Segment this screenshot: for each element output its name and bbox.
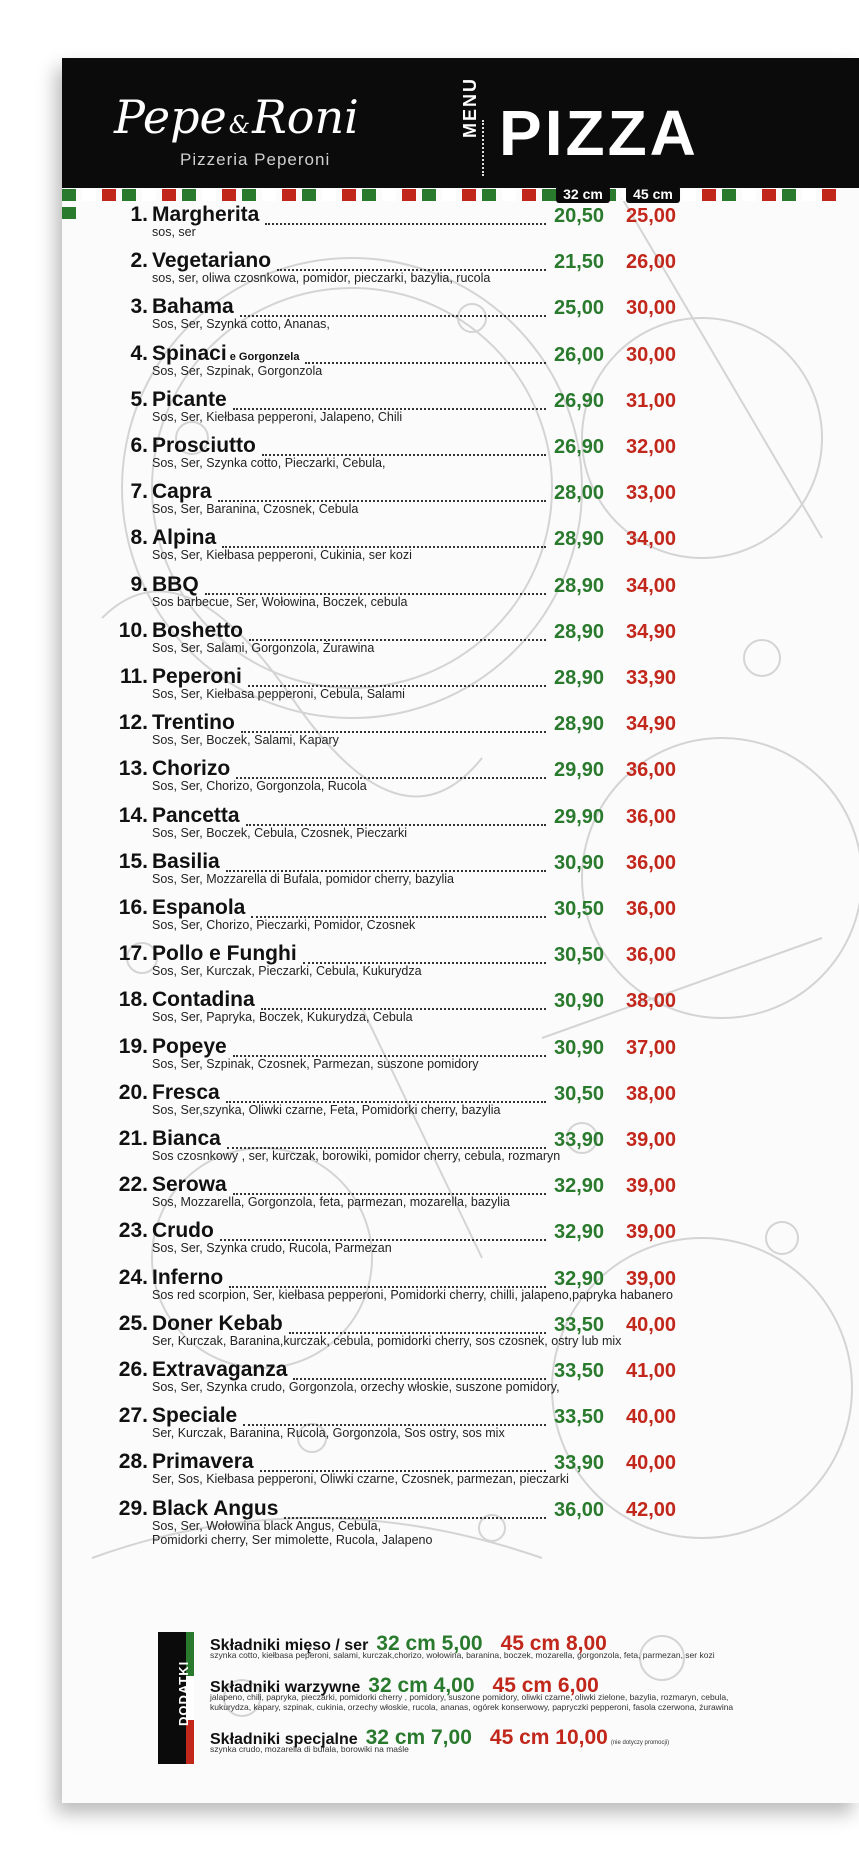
price-45cm: 36,00 [626,805,677,828]
pizza-ingredients-line2: Pomidorki cherry, Ser mimolette, Rucola, Jalapeno [152,1532,433,1547]
pizza-ingredients: Sos, Ser, Chorizo, Gorgonzola, Rucola [152,779,367,794]
pizza-name [152,942,297,966]
stripe-segment [742,189,756,201]
stripe-segment [102,189,116,201]
price-45cm: 36,00 [626,898,677,920]
pizza-ingredients: Sos red scorpion, Ser, kiełbasa pepperoni, Pomidorki cherry, chilli, jalapeno,papryka habanero [152,1287,673,1302]
pizza-number: 24. [118,1265,148,1289]
pizza-name [152,203,259,227]
pizza-name-text: Pancetta [152,803,240,827]
price-32cm: 33,50 [554,1406,605,1429]
stripe-segment [782,189,796,201]
header-divider [482,120,486,176]
pizza-ingredients: Sos, Ser, Szpinak, Czosnek, Parmezan, suszone pomidory [152,1056,479,1071]
dodatki-price-32: 32 cm 5,00 [376,1632,483,1655]
stripe-segment [222,189,236,201]
pizza-ingredients: Sos, Ser, Kiełbasa pepperoni, Jalapeno, Chili [152,409,403,424]
pizza-ingredients: Sos, Ser, Wołowina black Angus, Cebula, [152,1518,382,1533]
pizza-name [152,295,234,319]
pizza-ingredients: Sos, Ser, Szynka crudo, Rucola, Parmezan [152,1241,392,1256]
pizza-ingredients: Sos, Ser, Kiełbasa pepperoni, Cukinia, ser kozi [152,548,412,563]
price-32cm: 36,00 [554,1498,605,1521]
pizza-name-text: Chorizo [152,757,231,781]
pizza-name [152,1450,254,1474]
pizza-name-text: Peperoni [152,665,242,688]
stripe-segment [422,189,436,201]
price-45cm: 40,00 [626,1452,677,1475]
pizza-name [152,1127,221,1151]
stripe-segment [342,189,356,201]
dodatki-group-name: Składniki mięso / ser [210,1637,369,1654]
stripe-segment [262,189,276,201]
price-45cm: 39,00 [626,1221,677,1244]
price-32cm: 32,90 [554,1175,605,1198]
pizza-name-extra: e Gorgonzela [226,350,300,363]
stripe-segment [202,189,216,201]
pizza-name [152,526,216,550]
price-32cm: 33,50 [554,1360,605,1382]
pizza-ingredients: Sos czosnkowy , ser, kurczak, borowiki, pomidor cherry, cebula, rozmaryn [152,1149,561,1163]
dodatki-price-32: 32 cm 4,00 [368,1674,475,1697]
price-32cm: 30,90 [554,1036,605,1059]
pizza-name-text: Espanola [152,896,246,919]
pizza-number: 8. [130,526,148,550]
pizza-name-text: Spinaci [152,341,227,365]
price-45cm: 39,00 [626,1175,677,1198]
stripe-segment [402,189,416,201]
stripe-segment [122,189,136,201]
dodatki-section [158,1632,848,1772]
pizza-name-text: Serowa [152,1173,227,1197]
price-45cm: 34,90 [626,713,677,736]
stripe-segment [462,189,476,201]
pizza-number: 5. [130,387,148,411]
pizza-ingredients: Sos barbecue, Ser, Wołowina, Boczek, cebula [152,594,408,609]
price-32cm: 20,50 [554,205,605,227]
pizza-number: 21. [118,1127,148,1150]
stripe-segment [362,189,376,201]
pizza-name-text: Bahama [152,295,234,319]
price-32cm: 26,00 [554,343,605,366]
stripe-segment [502,189,516,201]
header-bar [62,58,859,188]
pizza-name-text: Extravaganza [152,1358,288,1381]
pizza-ingredients: Sos, Ser, Chorizo, Pieczarki, Pomidor, Czosnek [152,918,416,932]
price-45cm: 39,00 [626,1129,677,1151]
pizza-number: 7. [130,480,148,504]
price-45cm: 32,00 [626,436,677,458]
dodatki-group-name: Składniki specjalne [210,1731,358,1748]
pizza-ingredients: sos, ser, oliwa czosnkowa, pomidor, pieczarki, bazylia, rucola [152,271,491,286]
price-45cm: 33,90 [626,667,677,689]
price-32cm: 28,00 [554,482,605,505]
price-32cm: 21,50 [554,251,605,274]
price-45cm: 33,00 [626,482,677,505]
stripe-segment [382,189,396,201]
pizza-ingredients: Sos, Ser, Mozzarella di Bufala, pomidor cherry, bazylia [152,871,454,886]
pizza-name [152,1358,287,1382]
price-32cm: 33,90 [554,1129,605,1151]
price-45cm: 41,00 [626,1360,677,1382]
dodatki-group-name: Składniki warzywne [210,1679,361,1696]
price-45cm: 37,00 [626,1036,677,1059]
pizza-ingredients: Sos, Ser, Salami, Gorgonzola, Żurawina [152,640,375,655]
price-45cm: 40,00 [626,1406,677,1429]
pizza-name [152,1219,214,1243]
pizza-ingredients: Sos, Ser, Kurczak, Pieczarki, Cebula, Kukurydza [152,964,422,979]
pizza-name-text: BBQ [152,572,199,596]
pizza-name [152,804,240,828]
price-32cm: 28,90 [554,713,605,736]
price-32cm: 30,90 [554,990,605,1013]
pizza-name [152,1035,227,1059]
pizza-ingredients: sos, ser [152,225,196,239]
pizza-number: 26. [118,1358,148,1381]
pizza-name [152,249,271,273]
pizza-name-text: Alpina [152,526,217,550]
price-45cm: 25,00 [626,205,677,227]
pizza-number: 19. [118,1034,148,1058]
price-45cm: 31,00 [626,389,677,412]
price-32cm: 29,90 [554,759,605,782]
pizza-number: 28. [118,1450,148,1474]
size-header-32: 32 cm [556,186,610,203]
price-45cm: 38,00 [626,1082,677,1105]
stripe-segment [542,189,556,201]
pizza-name-text: Popeye [152,1034,227,1058]
pizza-name-text: Inferno [152,1265,224,1289]
price-32cm: 28,90 [554,574,605,597]
stripe-segment [182,189,196,201]
price-45cm: 38,00 [626,990,677,1013]
pizza-ingredients: Ser, Sos, Kiełbasa pepperoni, Oliwki czarne, Czosnek, parmezan, pieczarki [152,1472,569,1487]
pizza-name [152,388,227,412]
pizza-name-text: Margherita [152,203,260,226]
price-45cm: 36,00 [626,759,677,782]
stripe-segment [702,189,716,201]
pizza-ingredients: Sos, Ser, Szynka crudo, Gorgonzola, orzechy włoskie, suszone pomidory, [152,1380,560,1394]
pizza-ingredients: Sos, Ser, Boczek, Cebula, Czosnek, Pieczarki [152,825,407,840]
pizza-ingredients: Sos, Ser, Baranina, Czosnek, Cebula [152,502,359,517]
price-45cm: 40,00 [626,1313,677,1336]
pizza-name-text: Vegetariano [152,249,272,273]
price-32cm: 33,90 [554,1452,605,1475]
pizza-number: 9. [130,572,148,596]
price-45cm: 36,00 [626,944,677,967]
pizza-number: 2. [130,249,148,273]
price-45cm: 34,00 [626,574,677,597]
stripe-segment [322,189,336,201]
pizza-name [152,434,256,458]
stripe-segment [722,189,736,201]
price-32cm: 32,90 [554,1221,605,1244]
pizza-name-text: Prosciutto [152,434,256,457]
stripe-segment [442,189,456,201]
stripe-segment [522,189,536,201]
price-45cm: 34,00 [626,528,677,551]
pizza-number: 22. [118,1173,148,1197]
price-45cm: 42,00 [626,1498,677,1521]
stripe-segment [282,189,296,201]
pizza-name-text: Fresca [152,1080,220,1104]
pizza-name-text: Crudo [152,1219,214,1243]
pizza-name [152,1312,283,1336]
pizza-name [152,711,235,735]
price-45cm: 30,00 [626,297,677,320]
dodatki-label: DODATKI [176,1660,191,1726]
pizza-name-text: Contadina [152,988,255,1012]
pizza-ingredients: Sos, Ser, Szynka cotto, Pieczarki, Cebula, [152,456,386,470]
pizza-name [152,665,242,689]
price-45cm: 34,90 [626,620,677,643]
pizza-name [152,573,199,597]
stripe-segment [822,189,836,201]
pizza-number: 29. [118,1496,148,1520]
pizza-number: 20. [118,1080,148,1104]
stripe-segment [82,189,96,201]
pepe-roni-logo: Pepe&Roni [114,90,359,144]
price-45cm: 26,00 [626,251,677,274]
pizza-ingredients: Sos, Ser,szynka, Oliwki czarne, Feta, Pomidorki cherry, bazylia [152,1102,501,1117]
price-32cm: 28,90 [554,528,605,551]
pizza-number: 16. [118,896,148,919]
pizza-ingredients: Sos, Ser, Boczek, Salami, Kapary [152,733,339,748]
pizza-name [152,619,243,643]
price-32cm: 28,90 [554,620,605,643]
pizza-name-text: Speciale [152,1404,238,1428]
stripe-segment [482,189,496,201]
pizza-name-text: Capra [152,480,212,504]
pizza-name [152,1173,227,1197]
pizza-number: 23. [118,1219,148,1243]
dodatki-group-desc: szynka crudo, mozarella di bufala, borowiki na maśle [210,1744,409,1754]
pizza-number: 27. [118,1404,148,1428]
price-32cm: 25,00 [554,297,605,320]
dodatki-note: (nie dotyczy promocji) [610,1740,670,1746]
dodatki-group-desc: jalapeno, chili, papryka, pieczarki, pomidorki cherry , pomidory, suszone pomidory, oliwki czarne, oliwki zielone, bazylia, rozmaryn, cebula, kukurydza, kapary, szpinak, cukinia, orzechy włoskie, rucola, ananas, ogórek konserwowy, papryczki pepperoni, fasola czerwona, żurawina [210,1692,734,1712]
pizza-name [152,1497,278,1521]
price-32cm: 33,50 [554,1313,605,1336]
pizza-name [152,1404,237,1428]
pizza-name-text: Primavera [152,1450,254,1474]
pizza-name-text: Black Angus [152,1496,279,1520]
price-32cm: 29,90 [554,805,605,828]
dodatki-price-45: 45 cm 8,00 [500,1632,607,1655]
pizza-name-text: Doner Kebab [152,1311,283,1335]
pizza-name-text: Basilia [152,849,220,873]
menu-word: MENU [460,77,480,138]
pizza-number: 3. [130,295,148,319]
pizza-ingredients: Ser, Kurczak, Baranina, Rucola, Gorgonzola, Sos ostry, sos mix [152,1426,505,1441]
price-45cm: 39,00 [626,1267,677,1290]
pizza-name [152,757,230,781]
stripe-segment [142,189,156,201]
price-32cm: 30,50 [554,898,605,920]
pizza-number: 25. [118,1311,148,1335]
pizza-number: 12. [118,711,148,735]
flag-stripe [62,188,859,200]
pizza-name [152,988,255,1012]
price-32cm: 26,90 [554,389,605,412]
dodatki-price-32: 32 cm 7,00 [365,1726,472,1749]
pizza-ingredients: Sos, Ser, Kiełbasa pepperoni, Cebula, Salami [152,687,405,701]
stripe-segment [762,189,776,201]
pizza-ingredients: Sos, Ser, Papryka, Boczek, Kukurydza, Cebula [152,1010,413,1025]
pizza-name-text: Boshetto [152,618,243,642]
price-32cm: 30,50 [554,1082,605,1105]
pizza-name [152,850,220,874]
dodatki-price-45: 45 cm 6,00 [492,1674,599,1697]
pizza-ingredients: Sos, Ser, Szpinak, Gorgonzola [152,363,323,378]
pizza-name [152,1081,220,1105]
page-title: PIZZA [499,97,699,169]
pizza-ingredients: Sos, Ser, Szynka cotto, Ananas, [152,317,330,332]
stripe-segment [802,189,816,201]
menu-page [62,58,859,1803]
pizza-number: 17. [118,942,148,966]
pizza-number: 15. [118,849,148,873]
stripe-segment [62,189,76,201]
pizza-number: 4. [130,341,148,365]
pizza-number: 11. [119,665,148,688]
pizza-number: 18. [118,988,148,1012]
pizza-number: 14. [118,803,148,827]
pizza-name-text: Trentino [152,711,235,735]
leader-dots [265,221,546,225]
stripe-segment [242,189,256,201]
dodatki-group-desc: szynka cotto, kiełbasa peperoni, salami, kurczak,chorizo, wołowina, baranina, boczek, mozarella, gorgonzola, feta, parmezan, ser kozi [210,1650,715,1660]
price-32cm: 30,50 [554,944,605,967]
stripe-segment [682,189,696,201]
pizza-number: 10. [118,618,148,642]
leader-dots [305,360,546,364]
pizza-number: 1. [130,203,148,226]
price-32cm: 32,90 [554,1267,605,1290]
pizza-name [152,1266,223,1290]
logo-subtitle: Pizzeria Peperoni [180,150,331,169]
pizza-ingredients: Ser, Kurczak, Baranina,kurczak, cebula, pomidorki cherry, sos czosnek, ostry lub mix [152,1333,622,1348]
size-header-45: 45 cm [626,186,680,203]
price-32cm: 26,90 [554,436,605,458]
pizza-name-text: Picante [152,387,227,411]
stripe-segment [62,207,76,219]
pizza-name-text: Bianca [152,1127,221,1150]
price-45cm: 30,00 [626,343,677,366]
pizza-number: 13. [118,757,148,781]
pizza-name [152,896,245,920]
price-32cm: 30,90 [554,851,605,874]
pizza-name-text: Pollo e Funghi [152,942,297,966]
stripe-segment [162,189,176,201]
price-32cm: 28,90 [554,667,605,689]
pizza-number: 6. [130,434,148,457]
pizza-ingredients: Sos, Mozzarella, Gorgonzola, feta, parmezan, mozarella, bazylia [152,1195,510,1210]
pizza-name [152,480,212,504]
stripe-segment [302,189,316,201]
price-45cm: 36,00 [626,851,677,874]
dodatki-price-45: 45 cm 10,00 [489,1726,608,1749]
